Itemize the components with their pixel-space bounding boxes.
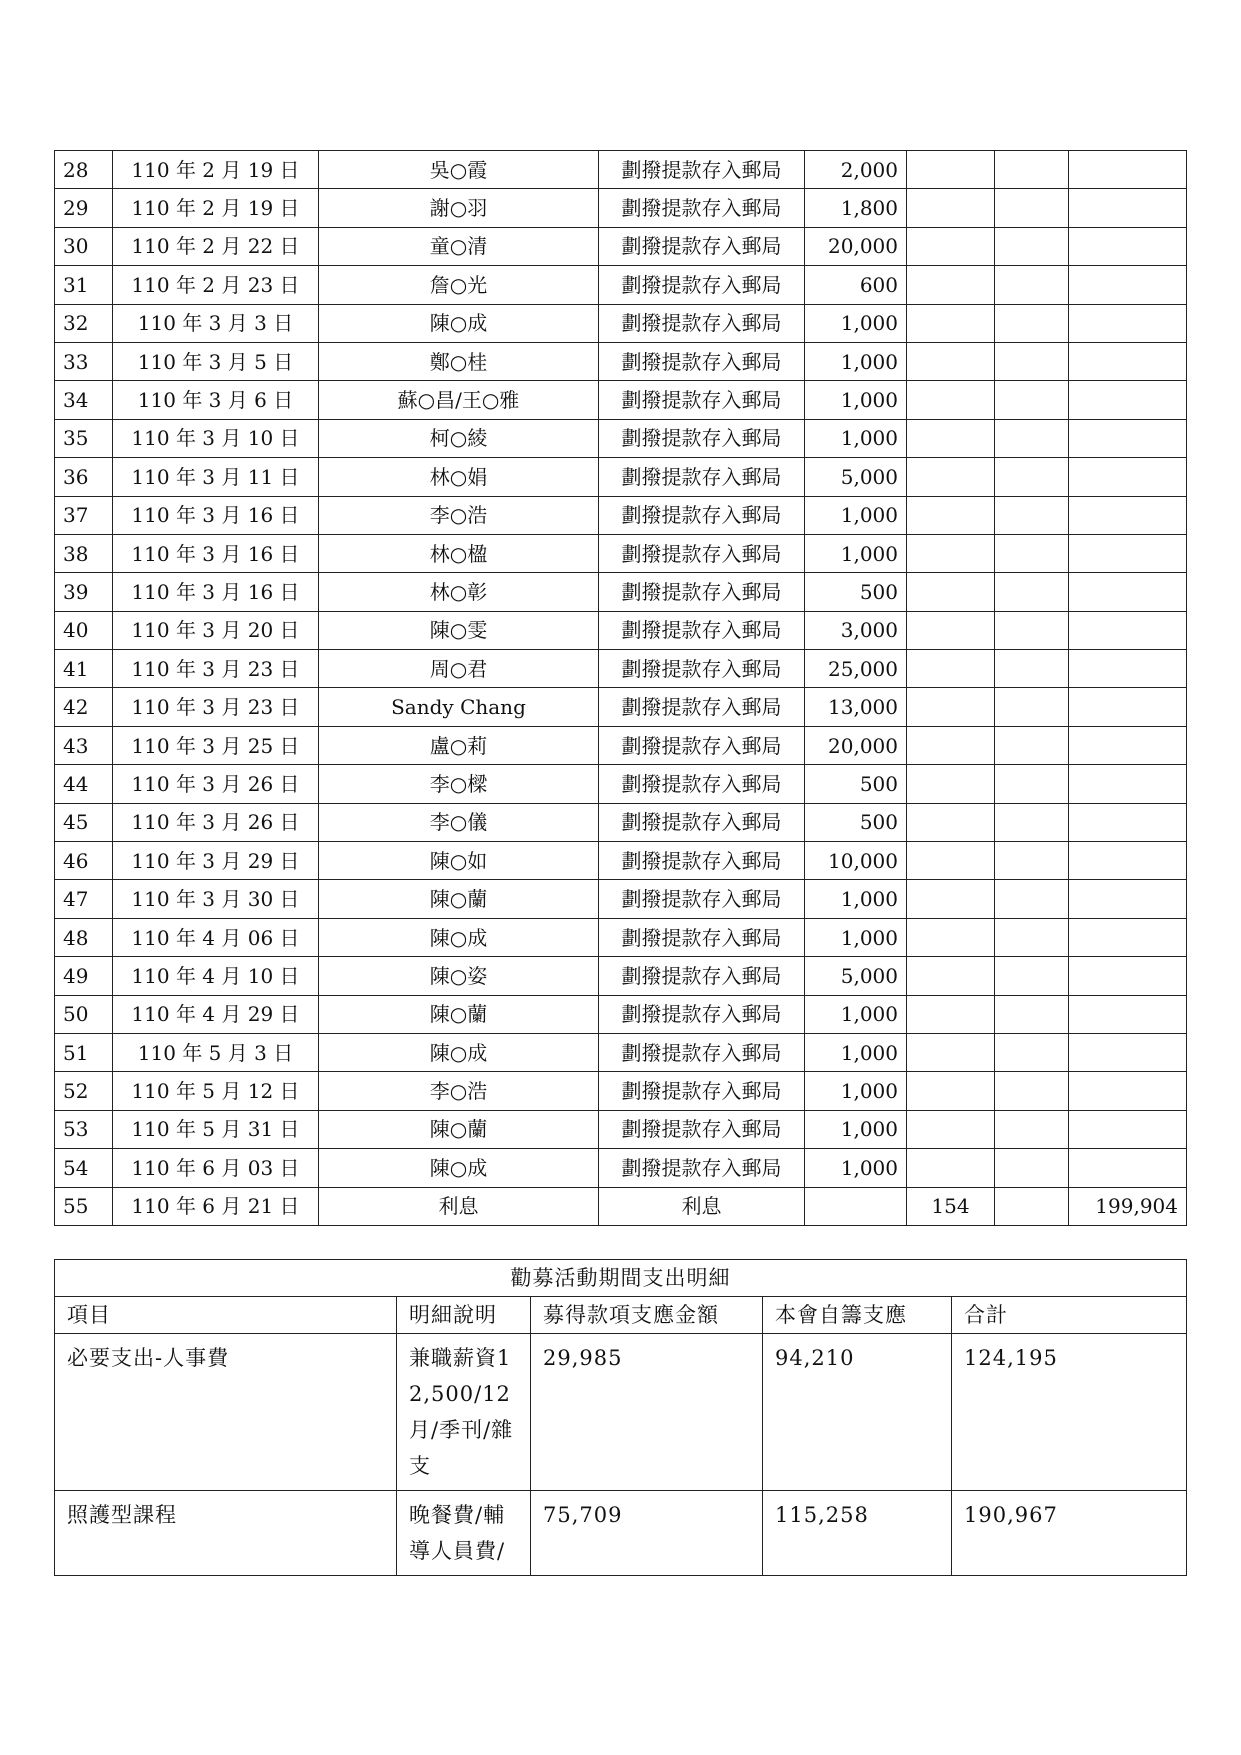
interest-amount [907, 726, 995, 764]
donation-method: 劃撥提款存入郵局 [599, 1072, 805, 1110]
donation-row [55, 611, 1187, 649]
donation-amount: 500 [805, 765, 907, 803]
running-total [1069, 688, 1187, 726]
donor-name: 李○樑 [319, 765, 599, 803]
donation-amount: 600 [805, 266, 907, 304]
expense-table [54, 1259, 1187, 1576]
donation-method: 劃撥提款存入郵局 [599, 803, 805, 841]
donor-name: 林○娟 [319, 458, 599, 496]
donation-method: 利息 [599, 1187, 805, 1225]
donation-date: 110 年 3 月 23 日 [113, 650, 319, 688]
donation-row [55, 304, 1187, 342]
donation-date: 110 年 3 月 30 日 [113, 880, 319, 918]
header-description: 明細說明 [397, 1297, 531, 1334]
running-total [1069, 573, 1187, 611]
blank-cell [995, 1187, 1069, 1225]
donation-method: 劃撥提款存入郵局 [599, 151, 805, 189]
donation-amount: 1,000 [805, 1149, 907, 1187]
donor-name: 李○浩 [319, 496, 599, 534]
blank-cell [995, 1149, 1069, 1187]
donation-method: 劃撥提款存入郵局 [599, 611, 805, 649]
donation-method: 劃撥提款存入郵局 [599, 1033, 805, 1071]
donation-method: 劃撥提款存入郵局 [599, 266, 805, 304]
donation-amount: 13,000 [805, 688, 907, 726]
interest-amount [907, 342, 995, 380]
blank-cell [995, 611, 1069, 649]
blank-cell [995, 534, 1069, 572]
donation-table-body [55, 151, 1187, 1226]
donation-date: 110 年 3 月 29 日 [113, 842, 319, 880]
blank-cell [995, 995, 1069, 1033]
donor-name: 陳○成 [319, 1149, 599, 1187]
interest-amount [907, 765, 995, 803]
row-number: 38 [55, 534, 113, 572]
donation-row [55, 189, 1187, 227]
donation-date: 110 年 4 月 29 日 [113, 995, 319, 1033]
row-number: 42 [55, 688, 113, 726]
donation-method: 劃撥提款存入郵局 [599, 1149, 805, 1187]
running-total [1069, 1033, 1187, 1071]
donation-amount: 1,800 [805, 189, 907, 227]
interest-amount [907, 688, 995, 726]
blank-cell [995, 304, 1069, 342]
blank-cell [995, 189, 1069, 227]
donation-date: 110 年 3 月 10 日 [113, 419, 319, 457]
running-total [1069, 342, 1187, 380]
donation-method: 劃撥提款存入郵局 [599, 419, 805, 457]
expense-raised-amount: 75,709 [531, 1491, 763, 1576]
donation-row [55, 1072, 1187, 1110]
expense-description: 晚餐費/輔導人員費/ [397, 1491, 531, 1576]
blank-cell [995, 918, 1069, 956]
interest-amount [907, 266, 995, 304]
donation-row [55, 957, 1187, 995]
donor-name: 李○浩 [319, 1072, 599, 1110]
donation-amount: 1,000 [805, 419, 907, 457]
donor-name: 陳○如 [319, 842, 599, 880]
interest-amount [907, 957, 995, 995]
donation-row [55, 1149, 1187, 1187]
running-total [1069, 227, 1187, 265]
donation-method: 劃撥提款存入郵局 [599, 918, 805, 956]
row-number: 53 [55, 1110, 113, 1148]
donation-date: 110 年 5 月 3 日 [113, 1033, 319, 1071]
donation-amount: 1,000 [805, 342, 907, 380]
running-total [1069, 880, 1187, 918]
donor-name: 盧○莉 [319, 726, 599, 764]
donation-method: 劃撥提款存入郵局 [599, 534, 805, 572]
running-total [1069, 611, 1187, 649]
donation-row [55, 688, 1187, 726]
blank-cell [995, 342, 1069, 380]
running-total [1069, 304, 1187, 342]
donation-method: 劃撥提款存入郵局 [599, 342, 805, 380]
donor-name: 陳○姿 [319, 957, 599, 995]
row-number: 29 [55, 189, 113, 227]
donor-name: 陳○成 [319, 1033, 599, 1071]
donation-date: 110 年 5 月 12 日 [113, 1072, 319, 1110]
donation-amount: 1,000 [805, 534, 907, 572]
donation-method: 劃撥提款存入郵局 [599, 995, 805, 1033]
donor-name: 蘇○昌/王○雅 [319, 381, 599, 419]
running-total [1069, 151, 1187, 189]
running-total [1069, 803, 1187, 841]
donation-method: 劃撥提款存入郵局 [599, 227, 805, 265]
donation-amount: 500 [805, 803, 907, 841]
running-total [1069, 1072, 1187, 1110]
row-number: 28 [55, 151, 113, 189]
blank-cell [995, 1110, 1069, 1148]
expense-item: 必要支出-人事費 [55, 1334, 397, 1491]
donation-amount: 1,000 [805, 1110, 907, 1148]
expense-self-funded: 115,258 [763, 1491, 952, 1576]
expense-total: 190,967 [952, 1491, 1187, 1576]
row-number: 54 [55, 1149, 113, 1187]
donation-amount: 1,000 [805, 1072, 907, 1110]
blank-cell [995, 458, 1069, 496]
donation-method: 劃撥提款存入郵局 [599, 688, 805, 726]
donation-method: 劃撥提款存入郵局 [599, 726, 805, 764]
donation-date: 110 年 4 月 10 日 [113, 957, 319, 995]
interest-amount [907, 304, 995, 342]
donor-name: 林○楹 [319, 534, 599, 572]
interest-amount [907, 189, 995, 227]
donation-method: 劃撥提款存入郵局 [599, 496, 805, 534]
donation-row [55, 419, 1187, 457]
donation-row [55, 880, 1187, 918]
blank-cell [995, 1072, 1069, 1110]
donation-date: 110 年 2 月 19 日 [113, 151, 319, 189]
donation-date: 110 年 3 月 20 日 [113, 611, 319, 649]
donation-method: 劃撥提款存入郵局 [599, 1110, 805, 1148]
donor-name: 鄭○桂 [319, 342, 599, 380]
row-number: 41 [55, 650, 113, 688]
donation-amount: 1,000 [805, 381, 907, 419]
donation-amount: 20,000 [805, 726, 907, 764]
running-total [1069, 726, 1187, 764]
blank-cell [995, 381, 1069, 419]
donation-date: 110 年 3 月 26 日 [113, 765, 319, 803]
row-number: 37 [55, 496, 113, 534]
donation-row [55, 726, 1187, 764]
row-number: 40 [55, 611, 113, 649]
donor-name: 陳○雯 [319, 611, 599, 649]
interest-amount [907, 803, 995, 841]
donor-name: 童○清 [319, 227, 599, 265]
donation-amount: 1,000 [805, 304, 907, 342]
blank-cell [995, 419, 1069, 457]
row-number: 50 [55, 995, 113, 1033]
blank-cell [995, 842, 1069, 880]
expense-description: 兼職薪資12,500/12月/季刊/雜支 [397, 1334, 531, 1491]
donation-date: 110 年 3 月 16 日 [113, 573, 319, 611]
row-number: 35 [55, 419, 113, 457]
donation-row [55, 1187, 1187, 1225]
running-total [1069, 995, 1187, 1033]
donation-row [55, 151, 1187, 189]
donation-row [55, 534, 1187, 572]
donor-name: 林○彰 [319, 573, 599, 611]
interest-amount [907, 880, 995, 918]
donor-name: 利息 [319, 1187, 599, 1225]
donation-date: 110 年 3 月 23 日 [113, 688, 319, 726]
expense-raised-amount: 29,985 [531, 1334, 763, 1491]
interest-amount [907, 573, 995, 611]
donation-method: 劃撥提款存入郵局 [599, 381, 805, 419]
donation-method: 劃撥提款存入郵局 [599, 573, 805, 611]
donation-amount [805, 1187, 907, 1225]
donor-name: 謝○羽 [319, 189, 599, 227]
donor-name: 柯○綾 [319, 419, 599, 457]
row-number: 48 [55, 918, 113, 956]
running-total [1069, 534, 1187, 572]
row-number: 34 [55, 381, 113, 419]
header-self-funded: 本會自籌支應 [763, 1297, 952, 1334]
interest-amount [907, 918, 995, 956]
donation-date: 110 年 3 月 5 日 [113, 342, 319, 380]
expense-item: 照護型課程 [55, 1491, 397, 1576]
interest-amount [907, 1149, 995, 1187]
donation-method: 劃撥提款存入郵局 [599, 650, 805, 688]
donation-method: 劃撥提款存入郵局 [599, 189, 805, 227]
donation-row [55, 918, 1187, 956]
running-total [1069, 458, 1187, 496]
blank-cell [995, 266, 1069, 304]
donor-name: 陳○成 [319, 304, 599, 342]
donation-date: 110 年 3 月 6 日 [113, 381, 319, 419]
running-total [1069, 266, 1187, 304]
row-number: 43 [55, 726, 113, 764]
donor-name: 李○儀 [319, 803, 599, 841]
interest-amount [907, 650, 995, 688]
donation-row [55, 1033, 1187, 1071]
donor-name: 陳○蘭 [319, 1110, 599, 1148]
blank-cell [995, 573, 1069, 611]
interest-amount [907, 995, 995, 1033]
blank-cell [995, 650, 1069, 688]
row-number: 46 [55, 842, 113, 880]
interest-amount [907, 381, 995, 419]
donor-name: 陳○成 [319, 918, 599, 956]
interest-amount [907, 1033, 995, 1071]
row-number: 51 [55, 1033, 113, 1071]
blank-cell [995, 688, 1069, 726]
running-total [1069, 189, 1187, 227]
interest-amount: 154 [907, 1187, 995, 1225]
row-number: 44 [55, 765, 113, 803]
running-total [1069, 765, 1187, 803]
donation-amount: 25,000 [805, 650, 907, 688]
donation-amount: 5,000 [805, 458, 907, 496]
running-total [1069, 419, 1187, 457]
donation-row [55, 573, 1187, 611]
donation-row [55, 342, 1187, 380]
donation-date: 110 年 3 月 3 日 [113, 304, 319, 342]
donation-date: 110 年 3 月 16 日 [113, 496, 319, 534]
running-total [1069, 496, 1187, 534]
interest-amount [907, 1072, 995, 1110]
expense-total: 124,195 [952, 1334, 1187, 1491]
donation-row [55, 803, 1187, 841]
donation-date: 110 年 3 月 16 日 [113, 534, 319, 572]
interest-amount [907, 419, 995, 457]
blank-cell [995, 227, 1069, 265]
row-number: 33 [55, 342, 113, 380]
interest-amount [907, 496, 995, 534]
donation-method: 劃撥提款存入郵局 [599, 304, 805, 342]
donation-amount: 20,000 [805, 227, 907, 265]
blank-cell [995, 151, 1069, 189]
donation-method: 劃撥提款存入郵局 [599, 957, 805, 995]
donation-row [55, 381, 1187, 419]
running-total [1069, 957, 1187, 995]
donation-method: 劃撥提款存入郵局 [599, 842, 805, 880]
donation-row [55, 765, 1187, 803]
blank-cell [995, 726, 1069, 764]
running-total [1069, 918, 1187, 956]
row-number: 52 [55, 1072, 113, 1110]
donation-amount: 1,000 [805, 918, 907, 956]
donor-name: 吳○霞 [319, 151, 599, 189]
donation-date: 110 年 2 月 22 日 [113, 227, 319, 265]
donor-name: 陳○蘭 [319, 880, 599, 918]
donation-amount: 1,000 [805, 880, 907, 918]
donation-method: 劃撥提款存入郵局 [599, 458, 805, 496]
running-total [1069, 381, 1187, 419]
row-number: 45 [55, 803, 113, 841]
donation-amount: 500 [805, 573, 907, 611]
row-number: 47 [55, 880, 113, 918]
expense-row [55, 1334, 1187, 1491]
header-total: 合計 [952, 1297, 1187, 1334]
blank-cell [995, 880, 1069, 918]
donation-date: 110 年 6 月 21 日 [113, 1187, 319, 1225]
donation-amount: 1,000 [805, 995, 907, 1033]
row-number: 31 [55, 266, 113, 304]
running-total [1069, 1110, 1187, 1148]
donation-row [55, 458, 1187, 496]
interest-amount [907, 227, 995, 265]
donation-amount: 1,000 [805, 1033, 907, 1071]
donation-amount: 2,000 [805, 151, 907, 189]
header-item: 項目 [55, 1297, 397, 1334]
blank-cell [995, 765, 1069, 803]
row-number: 30 [55, 227, 113, 265]
running-total [1069, 650, 1187, 688]
donation-date: 110 年 4 月 06 日 [113, 918, 319, 956]
row-number: 49 [55, 957, 113, 995]
expense-table-title: 勸募活動期間支出明細 [55, 1260, 1187, 1297]
donation-amount: 5,000 [805, 957, 907, 995]
donation-amount: 1,000 [805, 496, 907, 534]
row-number: 36 [55, 458, 113, 496]
donation-row [55, 995, 1187, 1033]
running-total [1069, 842, 1187, 880]
donor-name: 周○君 [319, 650, 599, 688]
interest-amount [907, 842, 995, 880]
running-total [1069, 1149, 1187, 1187]
donation-date: 110 年 6 月 03 日 [113, 1149, 319, 1187]
blank-cell [995, 496, 1069, 534]
interest-amount [907, 534, 995, 572]
donation-row [55, 1110, 1187, 1148]
donation-date: 110 年 2 月 23 日 [113, 266, 319, 304]
donation-date: 110 年 3 月 11 日 [113, 458, 319, 496]
donation-date: 110 年 3 月 25 日 [113, 726, 319, 764]
donation-row [55, 266, 1187, 304]
row-number: 32 [55, 304, 113, 342]
donation-row [55, 842, 1187, 880]
donor-name: 陳○蘭 [319, 995, 599, 1033]
donation-amount: 3,000 [805, 611, 907, 649]
expense-title-row [55, 1260, 1187, 1297]
row-number: 55 [55, 1187, 113, 1225]
interest-amount [907, 151, 995, 189]
donation-row [55, 227, 1187, 265]
donation-row [55, 496, 1187, 534]
blank-cell [995, 1033, 1069, 1071]
donation-row [55, 650, 1187, 688]
interest-amount [907, 611, 995, 649]
donor-name: 詹○光 [319, 266, 599, 304]
expense-self-funded: 94,210 [763, 1334, 952, 1491]
interest-amount [907, 1110, 995, 1148]
expense-header-row [55, 1297, 1187, 1334]
interest-amount [907, 458, 995, 496]
donation-date: 110 年 2 月 19 日 [113, 189, 319, 227]
donation-date: 110 年 3 月 26 日 [113, 803, 319, 841]
donation-method: 劃撥提款存入郵局 [599, 880, 805, 918]
blank-cell [995, 803, 1069, 841]
row-number: 39 [55, 573, 113, 611]
running-total: 199,904 [1069, 1187, 1187, 1225]
expense-row [55, 1491, 1187, 1576]
donor-name: Sandy Chang [319, 688, 599, 726]
header-raised-amount: 募得款項支應金額 [531, 1297, 763, 1334]
donation-method: 劃撥提款存入郵局 [599, 765, 805, 803]
donation-date: 110 年 5 月 31 日 [113, 1110, 319, 1148]
donation-amount: 10,000 [805, 842, 907, 880]
donation-table [54, 150, 1187, 1226]
blank-cell [995, 957, 1069, 995]
